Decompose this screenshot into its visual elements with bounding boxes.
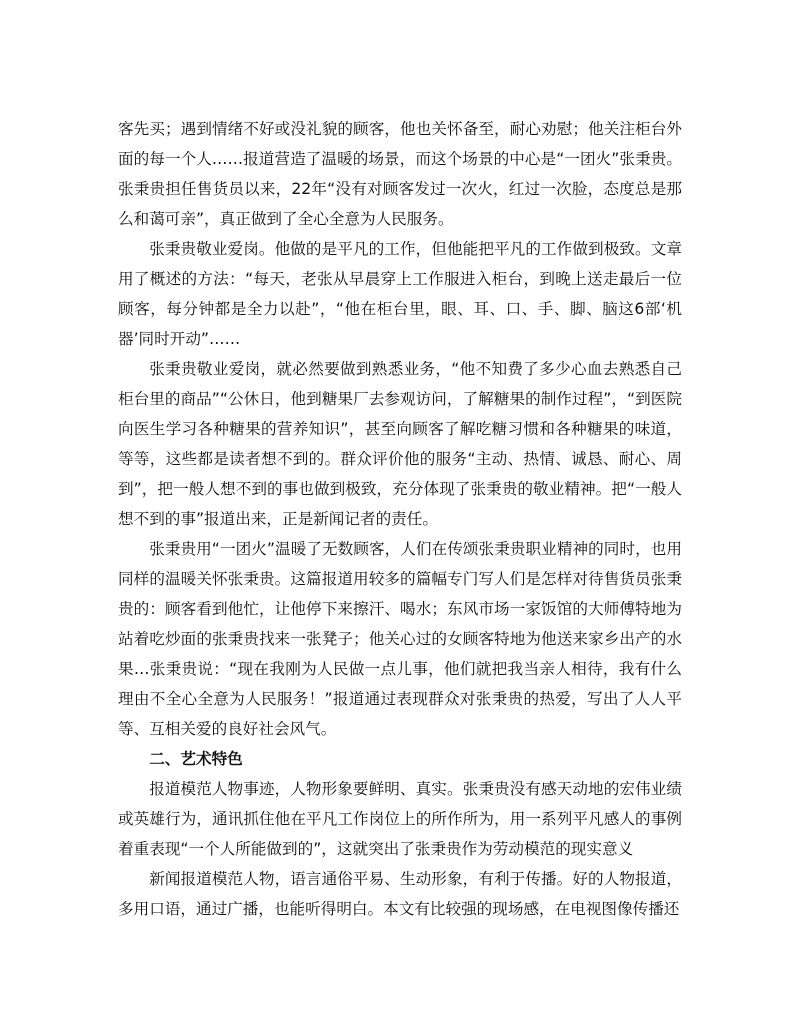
paragraph-2: 张秉贵敬业爱岗。他做的是平凡的工作，但他能把平凡的工作做到极致。文章用了概述的方法：“每天，老张从早晨穿上工作服进入柜台，到晚上送走最后一位顾客，每分钟都是全力以赴”，“他在柜台里，眼、耳、口、手、脚、脑这6部‘机器’同时开动”…… (118, 240, 682, 348)
paragraph-3: 张秉贵敬业爱岗，就必然要做到熟悉业务，“他不知费了多少心血去熟悉自己柜台里的商品”“公休日，他到糖果厂去参观访问，了解糖果的制作过程”，“到医院向医生学习各种糖果的营养知识”，甚至向顾客了解吃糖习惯和各种糖果的味道，等等，这些都是读者想不到的。群众评价他的服务“主动、热情、诚恳、耐心、周到”，把一般人想不到的事也做到极致，充分体现了张秉贵的敬业精神。把“一般人想不到的事”报道出来，正是新闻记者的责任。 (118, 360, 682, 528)
paragraph-1: 客先买；遇到情绪不好或没礼貌的顾客，他也关怀备至，耐心劝慰；他关注柜台外面的每一个人……报道营造了温暖的场景，而这个场景的中心是“一团火”张秉贵。张秉贵担任售货员以来，22年“没有对顾客发过一次火，红过一次脸，态度总是那么和蔼可亲”，真正做到了全心全意为人民服务。 (118, 120, 682, 228)
paragraph-4: 张秉贵用“一团火”温暖了无数顾客，人们在传颂张秉贵职业精神的同时，也用同样的温暖关怀张秉贵。这篇报道用较多的篇幅专门写人们是怎样对待售货员张秉贵的：顾客看到他忙，让他停下来擦汗、喝水；东风市场一家饭馆的大师傅特地为站着吃炒面的张秉贵找来一张凳子；他关心过的女顾客特地为他送来家乡出产的水果…张秉贵说：“现在我刚为人民做一点儿事，他们就把我当亲人相待，我有什么理由不全心全意为人民服务！”报道通过表现群众对张秉贵的热爱，写出了人人平等、互相关爱的良好社会风气。 (118, 540, 682, 738)
paragraph-6: 新闻报道模范人物，语言通俗平易、生动形象，有利于传播。好的人物报道，多用口语，通过广播，也能听得明白。本文有比较强的现场感，在电视图像传播还 (118, 870, 682, 918)
paragraph-5: 报道模范人物事迹，人物形象要鲜明、真实。张秉贵没有感天动地的宏伟业绩或英雄行为，通讯抓住他在平凡工作岗位上的所作所为，用一系列平凡感人的事例着重表现“一个人所能做到的”，这就突出了张秉贵作为劳动模范的现实意义 (118, 780, 682, 858)
section-heading: 二、艺术特色 (149, 750, 243, 768)
